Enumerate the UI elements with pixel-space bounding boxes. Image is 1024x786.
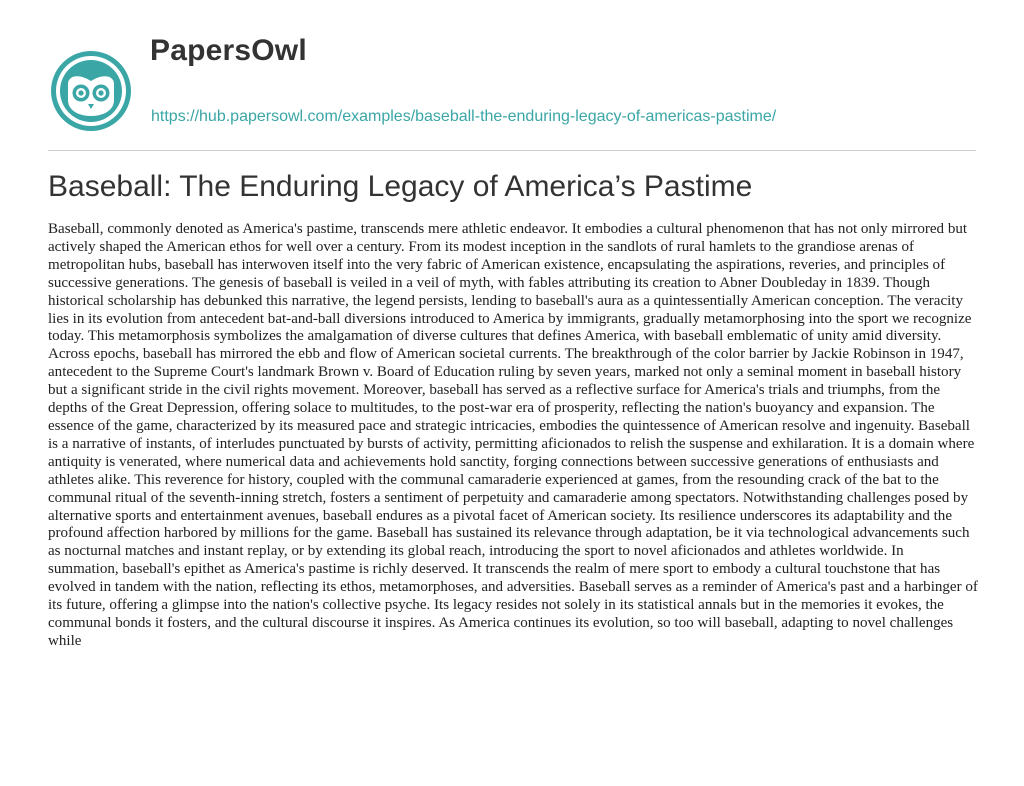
header-divider [48,150,976,151]
article-body: Baseball, commonly denoted as America's pastime, transcends mere athletic endeavor. It embodies a cultural phenomenon that has not only mirrored but actively shaped the American ethos for well over a century. From its modest inception in the sandlots of rural hamlets to the grandiose arenas of metropolitan hubs, baseball has interwoven itself into the very fabric of American existence, encapsulating the aspirations, reveries, and principles of successive generations. The genesis of baseball is veiled in a veil of myth, with fables attributing its creation to Abner Doubleday in 1839. Though historical scholarship has debunked this narrative, the legend persists, lending to baseball's aura as a quintessentially American conception. The veracity lies in its evolution from antecedent bat-and-ball diversions introduced to America by immigrants, gradually metamorphosing into the sport we recognize today. This metamorphosis symbolizes the amalgamation of diverse cultures that defines America, with baseball emblematic of unity amid diversity. Across epochs, baseball has mirrored the ebb and flow of American societal currents. The breakthrough of the color barrier by Jackie Robinson in 1947, antecedent to the Supreme Court's landmark Brown v. Board of Education ruling by seven years, marked not only a seminal moment in baseball history but a significant stride in the civil rights movement. Moreover, baseball has served as a reflective surface for America's trials and triumphs, from the depths of the Great Depression, offering solace to multitudes, to the post-war era of prosperity, reflecting the nation's buoyancy and expansion. The essence of the game, characterized by its measured pace and strategic intricacies, embodies the quintessence of American resolve and ingenuity. Baseball is a narrative of instants, of interludes punctuated by bursts of activity, permitting aficionados to relish the suspense and exhilaration. It is a domain where antiquity is venerated, where numerical data and achievements hold sanctity, forging connections between successive generations of enthusiasts and athletes alike. This reverence for history, coupled with the communal camaraderie experienced at games, from the resounding crack of the bat to the communal ritual of the seventh-inning stretch, fosters a sentiment of perpetuity and camaraderie among spectators. Notwithstanding challenges posed by alternative sports and entertainment avenues, baseball endures as a pivotal facet of American society. Its resilience underscores its adaptability and the profound affection harbored by millions for the game. Baseball has sustained its relevance through adaptation, be it via technological advancements such as nocturnal matches and instant replay, or by extending its global reach, introducing the sport to novel aficionados and athletes worldwide. In summation, baseball's epithet as America's pastime is richly deserved. It transcends the realm of mere sport to embody a cultural touchstone that has evolved in tandem with the nation, reflecting its ethos, metamorphoses, and adversities. Baseball serves as a reminder of America's past and a harbinger of its future, offering a glimpse into the nation's collective psyche. Its legacy resides not solely in its statistical annals but in the memories it evokes, the communal bonds it fosters, and the cultural discourse it inspires. As America continues its evolution, so too will baseball, adapting to novel challenges while [48,221,978,649]
brand-name: PapersOwl [150,34,307,67]
article-title: Baseball: The Enduring Legacy of America’s Pastime [48,170,753,203]
source-url-link[interactable]: https://hub.papersowl.com/examples/baseball-the-enduring-legacy-of-americas-pastime/ [151,108,777,125]
site-header [40,28,1000,138]
owl-logo-icon [48,48,134,134]
